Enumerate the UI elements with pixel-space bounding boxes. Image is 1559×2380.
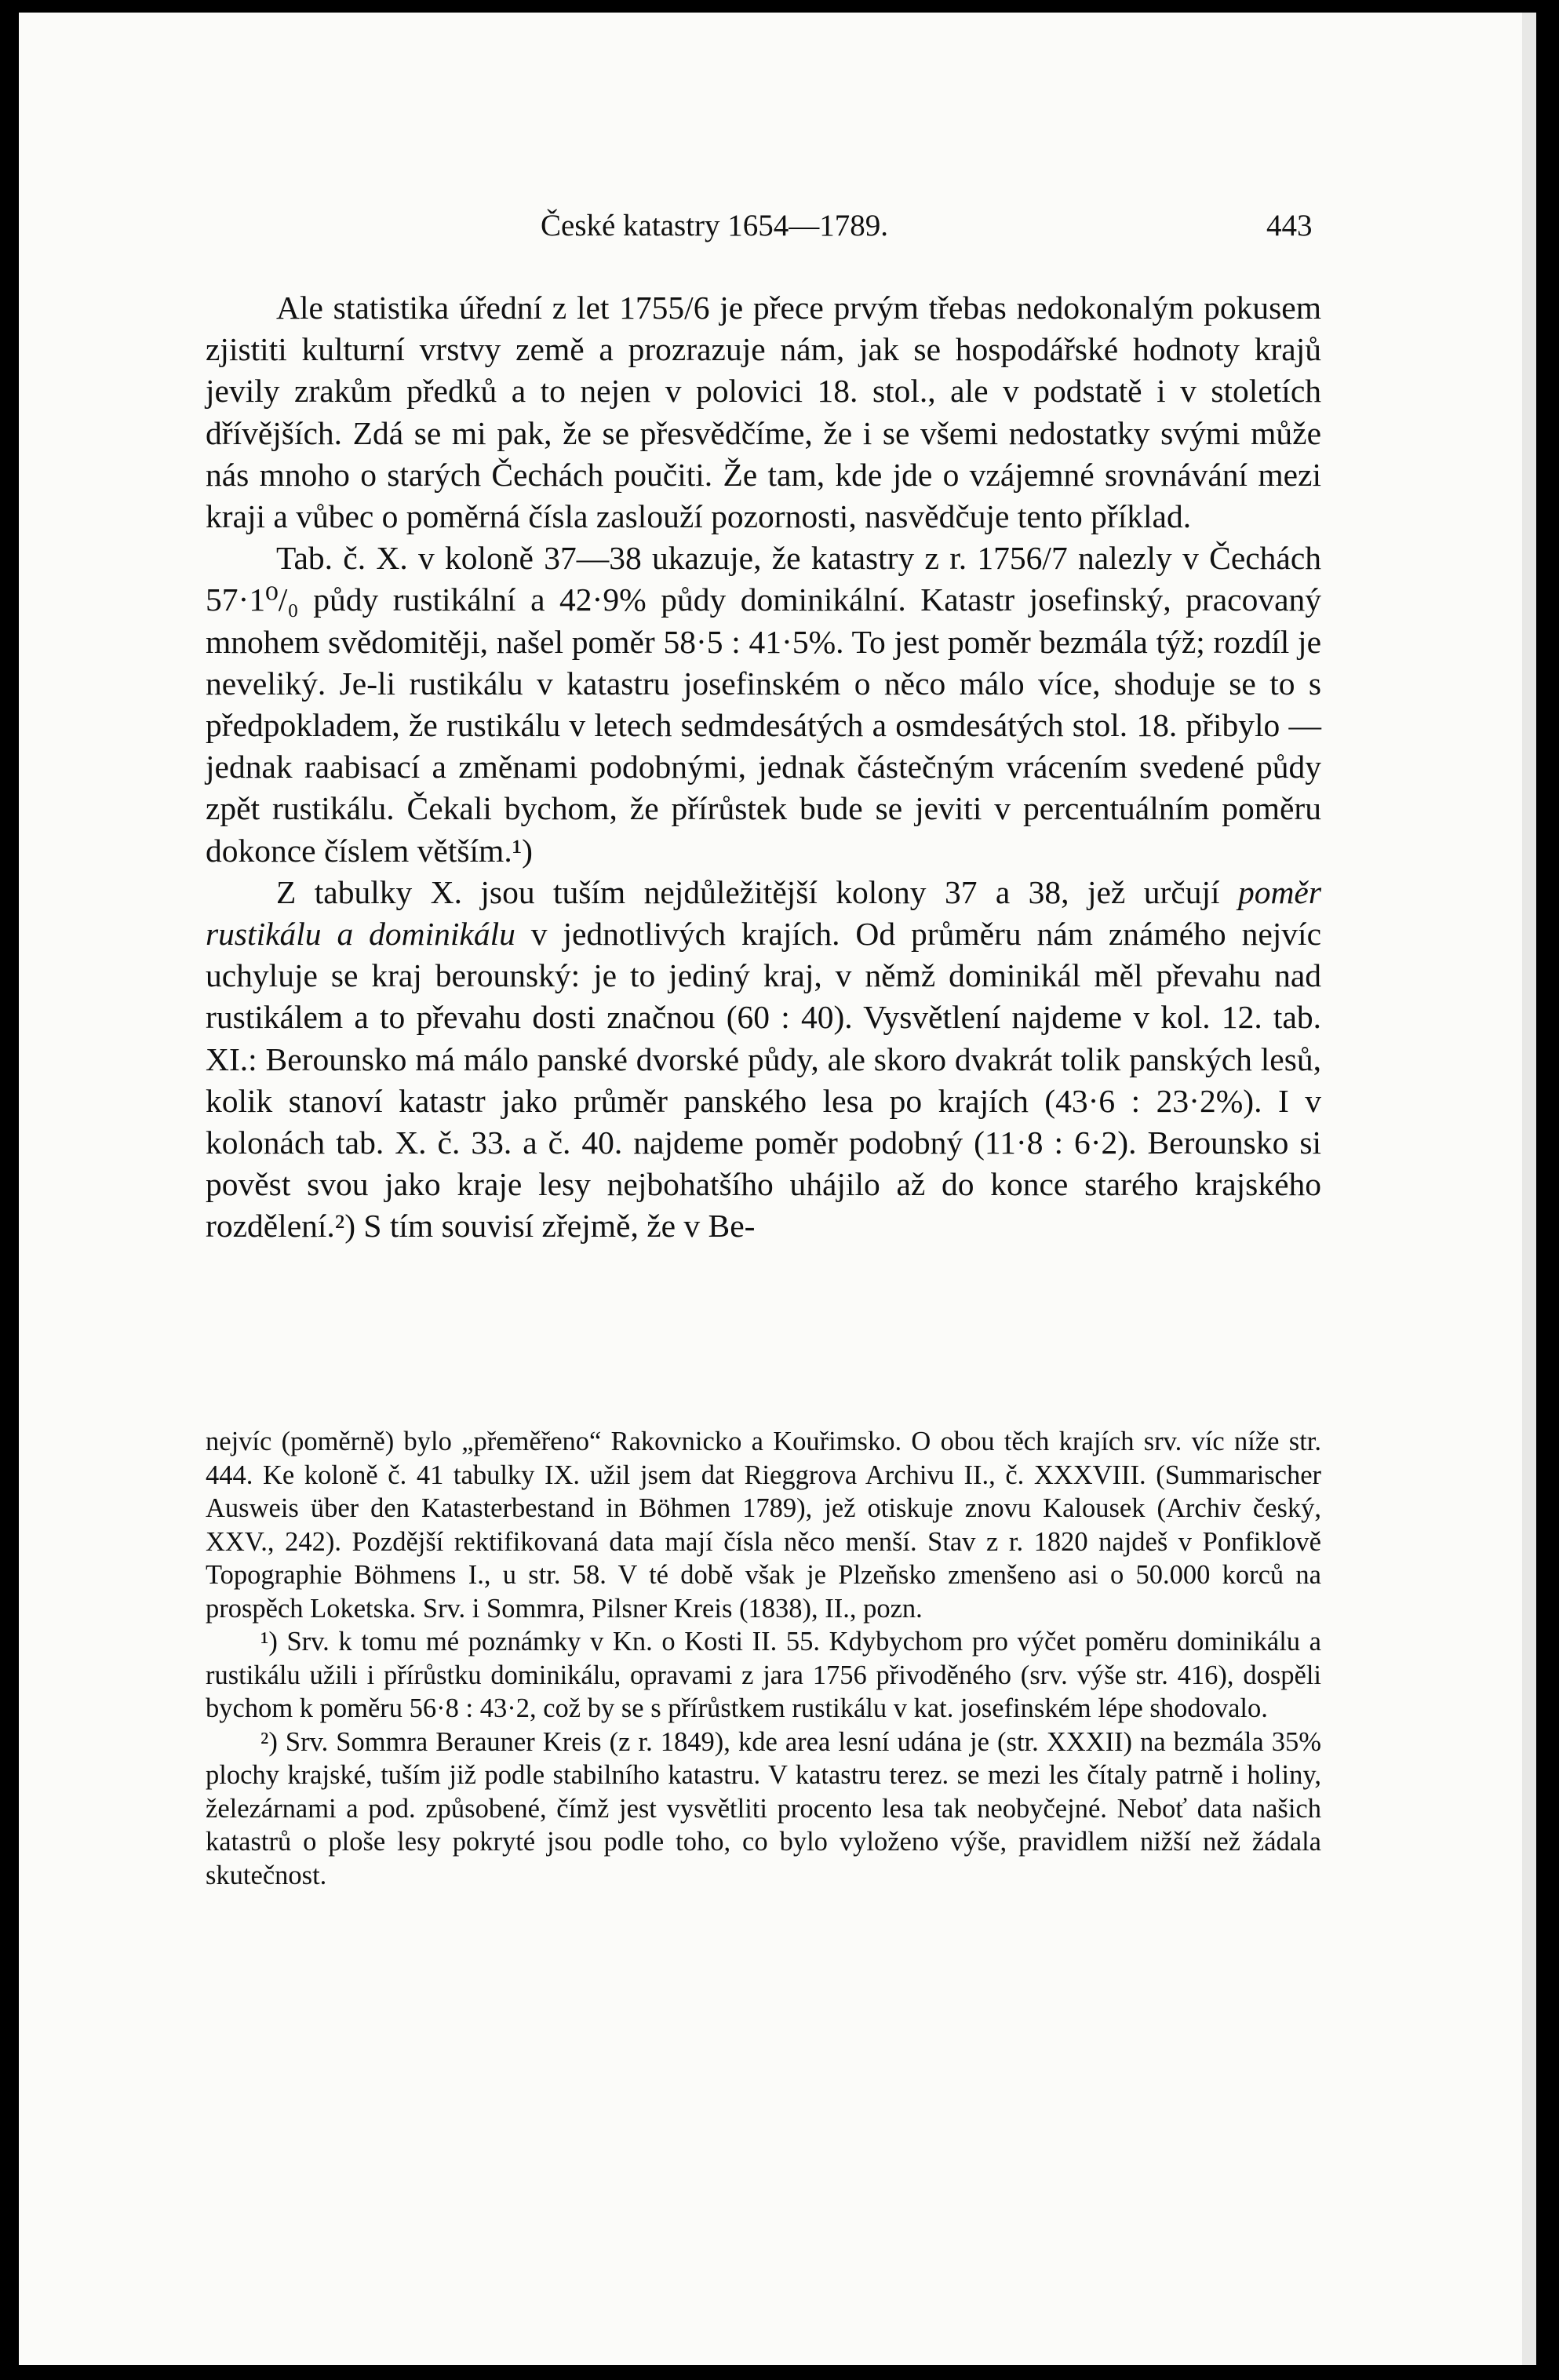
page-number: 443	[1266, 209, 1313, 242]
paragraph-3-emphasis: poměr rustikálu a dominikálu	[206, 873, 1321, 953]
paragraph-3-start: Z tabulky X. jsou tuším nejdůležitější kolony 37 a 38, jež určují	[276, 873, 1238, 910]
paragraph-2: Tab. č. X. v koloně 37—38 ukazuje, že katastry z r. 1756/7 nalezly v Čechách 57·1⁰/₀ půdy rustikální a 42·9% půdy dominikální. Katastr josefinský, pracovaný mnohem svědomitěji, našel poměr 58·5 : 41·5%. To jest poměr bezmála týž; rozdíl je neveliký. Je-li rustikálu v katastru josefinském o něco málo více, shoduje se to s předpokladem, že rustikálu v letech sedmdesátých a osmdesátých stol. 18. přibylo — jednak raabisací a změnami podobnými, jednak částečným vrácením svedené půdy zpět rustikálu. Čekali bychom, že přírůstek bude se jeviti v percentuálním poměru dokonce číslem větším.¹)	[206, 540, 1321, 869]
main-text	[206, 287, 1321, 1248]
book-page	[19, 13, 1536, 2365]
paragraph-1: Ale statistika úřední z let 1755/6 je přece prvým třebas nedokonalým pokusem zjistiti kulturní vrstvy země a prozrazuje nám, jak se hospodářské hodnoty krajů jevily zrakům předků a to nejen v polovici 18. stol., ale v podstatě i v stoletích dřívějších. Zdá se mi pak, že se přesvědčíme, že i se všemi nedostatky svými může nás mnoho o starých Čechách poučiti. Že tam, kde jde o vzájemné srovnávání mezi kraji a vůbec o poměrná čísla zaslouží pozornosti, nasvědčuje tento příklad.	[206, 290, 1321, 535]
paragraph-3	[206, 872, 1321, 1248]
paragraph-3-end: v jednotlivých krajích. Od průměru nám známého nejvíc uchyluje se kraj berounský: je to jediný kraj, v němž dominikál měl převahu nad rustikálem a to převahu dosti značnou (60 : 40). Vysvětlení najdeme v kol. 12. tab. XI.: Berounsko má málo panské dvorské půdy, ale skoro dvakrát tolik panských lesů, kolik stanoví katastr jako průměr panského lesa po krajích (43·6 : 23·2%). I v kolonách tab. X. č. 33. a č. 40. najdeme poměr podobný (11·8 : 6·2). Berounsko si pověst svou jako kraje lesy nejbohatšího uhájilo až do konce starého krajského rozdělení.²) S tím souvisí zřejmě, že v Be-	[206, 916, 1321, 1245]
footnotes	[206, 1425, 1321, 1892]
footnote-continued: nejvíc (poměrně) bylo „přeměřeno“ Rakovnicko a Kouřimsko. O obou těch krajích srv. víc níže str. 444. Ke koloně č. 41 tabulky IX. užil jsem dat Rieggrova Archivu II., č. XXXVIII. (Summarischer Ausweis über den Katasterbestand in Böhmen 1789), jež otiskuje znovu Kalousek (Archiv český, XXV., 242). Pozdější rektifikovaná data mají čísla něco menší. Stav z r. 1820 najdeš v Ponfiklově Topographie Böhmens I., u str. 58. V té době však je Plzeňsko zmenšeno asi o 50.000 korců na prospěch Loketska. Srv. i Sommra, Pilsner Kreis (1838), II., pozn.	[206, 1427, 1321, 1624]
running-title: České katastry 1654—1789.	[541, 209, 889, 242]
footnote-2: ²) Srv. Sommra Berauner Kreis (z r. 1849), kde area lesní udána je (str. XXXII) na bezmála 35% plochy krajské, tuším již podle stabilního katastru. V katastru terez. se mezi les čítaly patrně i holiny, železárnami a pod. způsobené, čímž jest vysvětliti procento lesa tak neobyčejné. Neboť data našich katastrů o ploše lesy pokryté jsou podle toho, co bylo vyloženo výše, pravidlem nižší než žádala skutečnost.	[206, 1726, 1321, 1890]
footnote-1: ¹) Srv. k tomu mé poznámky v Kn. o Kosti II. 55. Kdybychom pro výčet poměru dominikálu a rustikálu užili i přírůstku dominikálu, opravami z jara 1756 přivoděného (srv. výše str. 416), dospěli bychom k poměru 56·8 : 43·2, což by se s přírůstkem rustikálu v kat. josefinském lépe shodovalo.	[206, 1627, 1321, 1723]
page-edge	[1522, 13, 1536, 2365]
